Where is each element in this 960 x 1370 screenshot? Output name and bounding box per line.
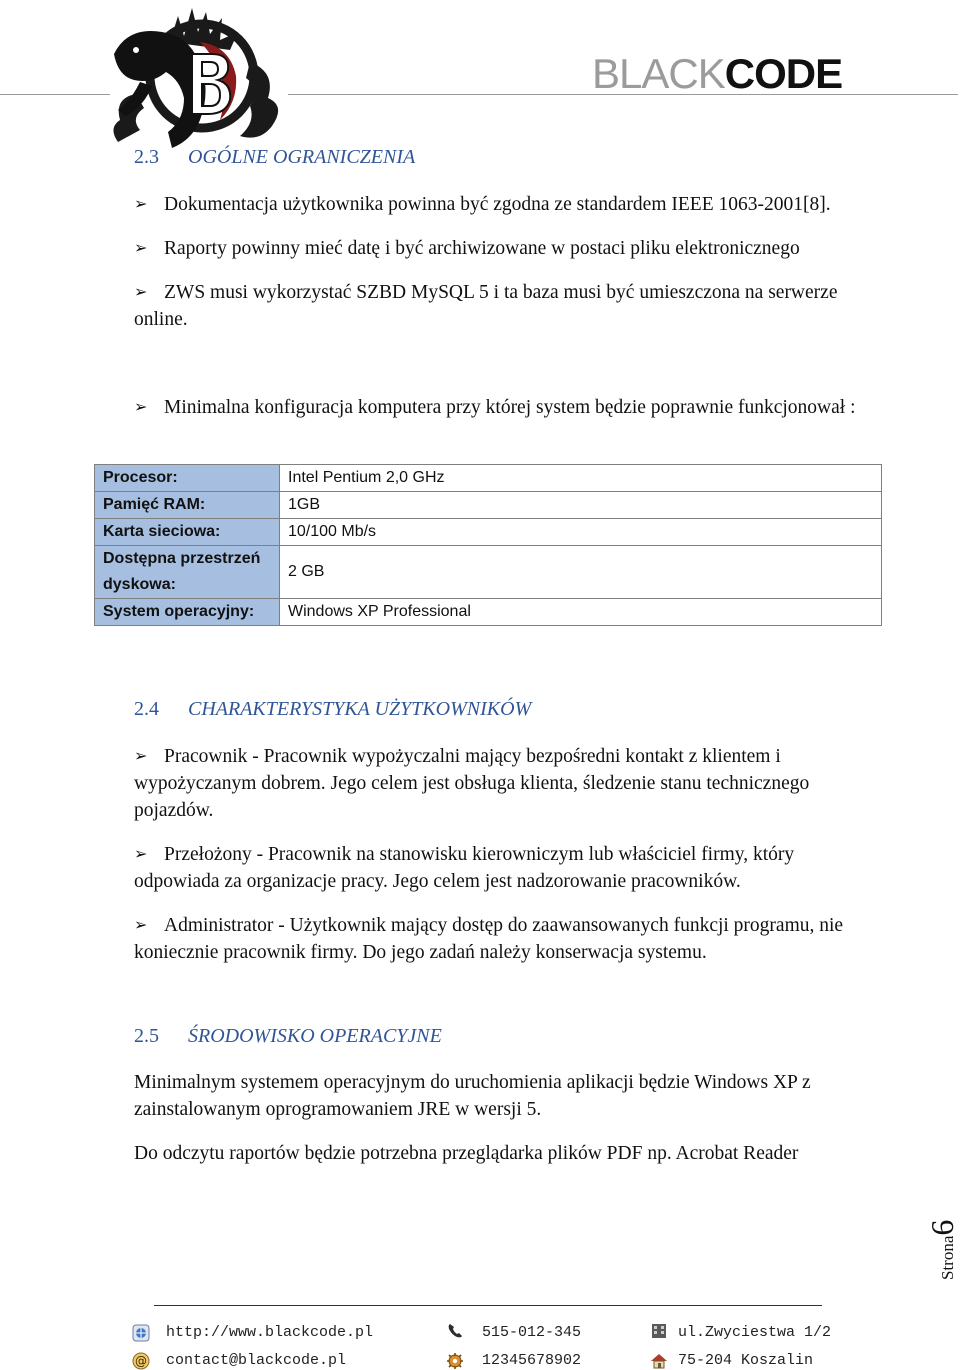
spec-value: Windows XP Professional bbox=[280, 599, 882, 626]
user-role-item: ➢ Przełożony - Pracownik na stanowisku kierowniczym lub właściciel firmy, który odpowiada za organizacje pracy. Jego celem jest nadzorowanie pracowników. bbox=[134, 840, 880, 895]
spec-label: Dostępna przestrzeń dyskowa: bbox=[95, 546, 280, 599]
section-title: ŚRODOWISKO OPERACYJNE bbox=[188, 1025, 442, 1047]
section-number: 2.4 bbox=[134, 698, 159, 720]
footer-rule bbox=[154, 1305, 822, 1306]
email-at-icon bbox=[132, 1352, 150, 1370]
arrow-bullet-icon: ➢ bbox=[134, 746, 148, 765]
brand-light: BLACK bbox=[592, 50, 725, 97]
table-row bbox=[95, 492, 882, 519]
footer-website-link[interactable]: http://www.blackcode.pl bbox=[166, 1324, 374, 1341]
footer-nip: 12345678902 bbox=[482, 1352, 582, 1369]
page-label: Strona bbox=[938, 1235, 957, 1280]
environment-paragraph: Minimalnym systemem operacyjnym do uruchomienia aplikacji będzie Windows XP z zainstalowanym oprogramowaniem JRE w wersji 5. bbox=[134, 1072, 811, 1120]
constraint-item: ➢ Dokumentacja użytkownika powinna być zgodna ze standardem IEEE 1063-2001[8]. bbox=[134, 190, 880, 218]
spec-value: 10/100 Mb/s bbox=[280, 519, 882, 546]
user-role-item: ➢ Pracownik - Pracownik wypożyczalni mający bezpośredni kontakt z klientem i wypożyczanym dobrem. Jego celem jest obsługa klienta, śledzenie stanu technicznego pojazdów. bbox=[134, 742, 880, 824]
svg-text:@: @ bbox=[135, 1354, 147, 1368]
gear-icon bbox=[446, 1352, 464, 1370]
footer-street: ul.Zwyciestwa 1/2 bbox=[678, 1324, 832, 1341]
section-number: 2.3 bbox=[134, 146, 159, 168]
house-icon bbox=[650, 1352, 668, 1370]
arrow-bullet-icon: ➢ bbox=[134, 915, 148, 934]
horse-b-emblem-icon bbox=[100, 2, 290, 150]
phone-icon bbox=[446, 1322, 464, 1340]
footer-phone: 515-012-345 bbox=[482, 1324, 582, 1341]
section-heading bbox=[134, 698, 531, 721]
constraint-item: ➢ Raporty powinny mieć datę i być archiwizowane w postaci pliku elektronicznego bbox=[134, 234, 880, 262]
globe-icon bbox=[132, 1324, 150, 1342]
section-heading bbox=[134, 146, 415, 169]
table-row bbox=[95, 546, 882, 599]
arrow-bullet-icon: ➢ bbox=[134, 282, 148, 301]
environment-paragraph: Do odczytu raportów będzie potrzebna przeglądarka plików PDF np. Acrobat Reader bbox=[134, 1143, 799, 1164]
footer-city: 75-204 Koszalin bbox=[678, 1352, 814, 1369]
constraint-item: ➢ ZWS musi wykorzystać SZBD MySQL 5 i ta baza musi być umieszczona na serwerze online. bbox=[134, 278, 880, 333]
page-number-value: 6 bbox=[924, 1219, 960, 1236]
table-row bbox=[95, 519, 882, 546]
section-title: OGÓLNE OGRANICZENIA bbox=[188, 146, 416, 168]
section-number: 2.5 bbox=[134, 1025, 159, 1047]
spec-label: Karta sieciowa: bbox=[95, 519, 280, 546]
table-row bbox=[95, 599, 882, 626]
spec-value: Intel Pentium 2,0 GHz bbox=[280, 465, 882, 492]
spec-label: System operacyjny: bbox=[95, 599, 280, 626]
spec-label: Pamięć RAM: bbox=[95, 492, 280, 519]
spec-label: Procesor: bbox=[95, 465, 280, 492]
arrow-bullet-icon: ➢ bbox=[134, 194, 148, 213]
building-icon bbox=[650, 1322, 668, 1340]
page-number bbox=[924, 1200, 960, 1290]
spec-value: 1GB bbox=[280, 492, 882, 519]
user-role-item: ➢ Administrator - Użytkownik mający dostęp do zaawansowanych funkcji programu, nie koniecznie pracownik firmy. Do jego zadań należy konserwacja systemu. bbox=[134, 911, 880, 966]
footer-email-link[interactable]: contact@blackcode.pl bbox=[166, 1352, 347, 1369]
spec-value: 2 GB bbox=[280, 546, 882, 599]
header-rule-left bbox=[0, 94, 110, 95]
brand-bold: CODE bbox=[724, 50, 843, 97]
constraint-item: ➢ Minimalna konfiguracja komputera przy której system będzie poprawnie funkcjonował : bbox=[134, 393, 880, 421]
section-title: CHARAKTERYSTYKA UŻYTKOWNIKÓW bbox=[188, 698, 532, 720]
spec-table bbox=[94, 464, 882, 626]
section-heading bbox=[134, 1025, 442, 1048]
table-row bbox=[95, 465, 882, 492]
arrow-bullet-icon: ➢ bbox=[134, 844, 148, 863]
arrow-bullet-icon: ➢ bbox=[134, 397, 148, 416]
arrow-bullet-icon: ➢ bbox=[134, 238, 148, 257]
brand-logo-text bbox=[592, 52, 842, 96]
